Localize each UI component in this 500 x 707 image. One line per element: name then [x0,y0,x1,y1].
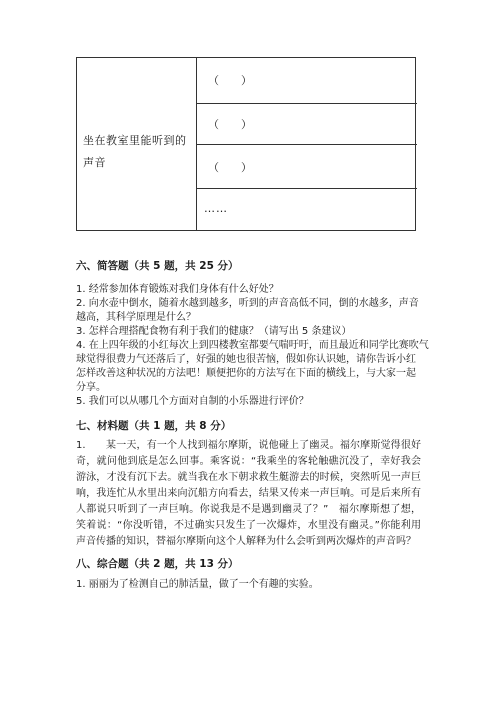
question-line: 怎样改善这种状况的方法吧！顺便把你的方法写在下面的横线上，与大家一起 [76,368,416,379]
answer-blank-2: （ ） [208,118,252,131]
section-8-title: 八、综合题（共 2 题，共 13 分） [76,558,239,570]
answer-ellipsis: …… [204,202,228,215]
question-line: 1. 丽丽为了检测自己的肺活量，做了一个有趣的实验。 [76,579,319,590]
section-6-title: 六、简答题（共 5 题，共 25 分） [76,260,239,272]
question-line: 1. 经常参加体育锻炼对我们身体有什么好处？ [76,284,279,295]
answer-blank-3: （ ） [208,161,252,174]
question-line: 分享。 [76,382,106,393]
table-row-divider [196,144,417,145]
table-row-divider [196,188,417,189]
question-line: 2. 向水壶中倒水，随着水越到越多，听到的声音高低不同，倒的水越多，声音 [76,298,419,309]
table-row-divider [196,103,417,104]
section-7-title: 七、材料题（共 1 题，共 8 分） [76,420,232,432]
answer-table [76,57,416,231]
question-line: 5. 我们可以从哪几个方面对自制的小乐器进行评价？ [76,396,309,407]
table-left-cell: 坐在教室里能听到的声音 [83,134,187,169]
question-line: 4. 在上四年级的小红每次上到四楼教室都要气喘吁吁，而且最近和同学比赛吹气 [76,340,429,351]
material-paragraph: 1. 某一天，有一个人找到福尔摩斯，说他碰上了幽灵。福尔摩斯觉得很好奇，就问他到底是怎么回事。乘客说：“我乘坐的客轮触礁沉没了，幸好我会游泳，才没有沉下去。就当我在水下朝求救生艇游去的时候，突然听见一声巨响，我连忙从水里出来向沉船方向看去，结果又传来一声巨响。可是后来所有人都说只听到了一声巨响。你说我是不是遇到幽灵了？” 福尔摩斯想了想，笑着说：“你没听错，不过确实只发生了一次爆炸，水里没有幽灵。”你能利用声音传播的知识，替福尔摩斯向这个人解释为什么会听到两次爆炸的声音吗？ [76,440,421,547]
answer-blank-1: （ ） [208,74,252,87]
question-line: 3. 怎样合理搭配食物有利于我们的健康？（请写出 5 条建议） [76,326,352,337]
question-line: 球觉得很费力气还落后了，好强的她也很苦恼，假如你认识她，请你告诉小红 [76,354,416,365]
question-line: 越高，其科学原理是什么？ [76,312,196,323]
